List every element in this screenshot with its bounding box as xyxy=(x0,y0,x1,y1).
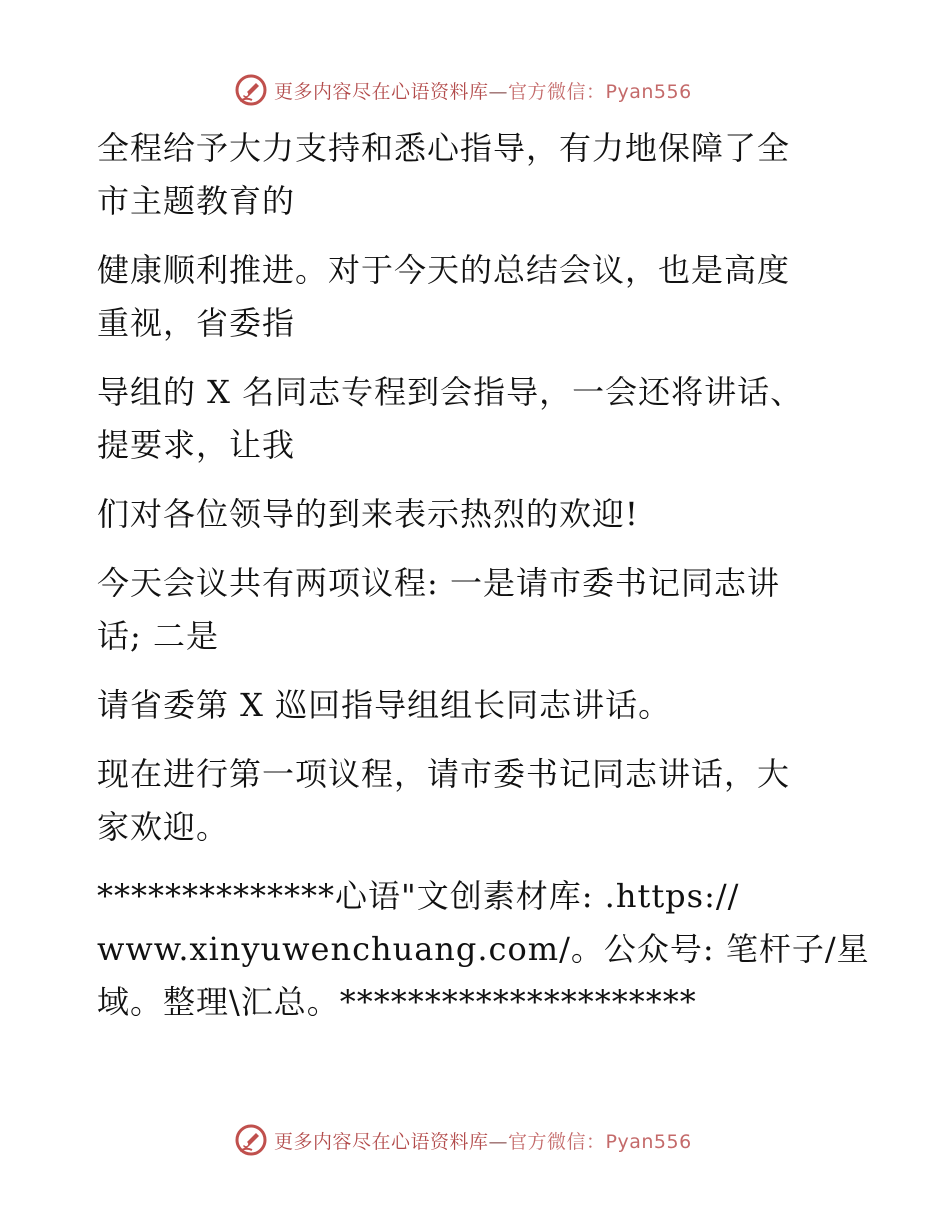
header-brand-text xyxy=(274,77,692,104)
text-line: www.xinyuwenchuang.com/。公众号: 笔杆子/星 xyxy=(97,930,870,968)
text-line: 请省委第 X 巡回指导组组长同志讲话。 xyxy=(97,686,672,724)
footer-brand-wechat: 官方微信：Pyan556 xyxy=(508,1130,692,1153)
header-brand-sep: — xyxy=(488,80,509,103)
paragraph-3 xyxy=(97,366,837,472)
paragraph-8 xyxy=(97,870,870,1029)
text-line: 今天会议共有两项议程: 一是请市委书记同志讲 xyxy=(97,564,780,602)
paragraph-7 xyxy=(97,748,837,854)
text-line: 市主题教育的 xyxy=(97,182,296,220)
brand-logo-icon xyxy=(234,1123,268,1157)
footer-brand-sep: — xyxy=(488,1130,509,1153)
paragraph-6 xyxy=(97,679,837,732)
text-line: 全程给予大力支持和悉心指导，有力地保障了全 xyxy=(97,129,791,167)
text-line: **************心语"文创素材库: .https:// xyxy=(97,877,740,915)
text-line: 现在进行第一项议程，请市委书记同志讲话，大 xyxy=(97,755,791,793)
text-line: 家欢迎。 xyxy=(97,808,230,846)
header-watermark xyxy=(234,73,714,107)
brand-logo-icon xyxy=(234,73,268,107)
paragraph-1 xyxy=(97,122,837,228)
paragraph-2 xyxy=(97,244,837,350)
paragraph-5 xyxy=(97,557,837,663)
document-body xyxy=(97,122,870,1029)
text-line: 重视，省委指 xyxy=(97,304,296,342)
footer-watermark xyxy=(234,1123,714,1157)
header-brand-wechat: 官方微信：Pyan556 xyxy=(508,80,692,103)
header-brand-main: 更多内容尽在心语资料库 xyxy=(274,80,489,103)
text-line: 提要求，让我 xyxy=(97,426,296,464)
footer-brand-main: 更多内容尽在心语资料库 xyxy=(274,1130,489,1153)
text-line: 们对各位领导的到来表示热烈的欢迎! xyxy=(97,495,639,533)
text-line: 导组的 X 名同志专程到会指导，一会还将讲话、 xyxy=(97,373,804,411)
text-line: 健康顺利推进。对于今天的总结会议，也是高度 xyxy=(97,251,791,289)
text-line: 域。整理\汇总。********************* xyxy=(97,983,697,1021)
footer-brand-text xyxy=(274,1127,692,1154)
paragraph-4 xyxy=(97,488,837,541)
text-line: 话; 二是 xyxy=(97,617,219,655)
